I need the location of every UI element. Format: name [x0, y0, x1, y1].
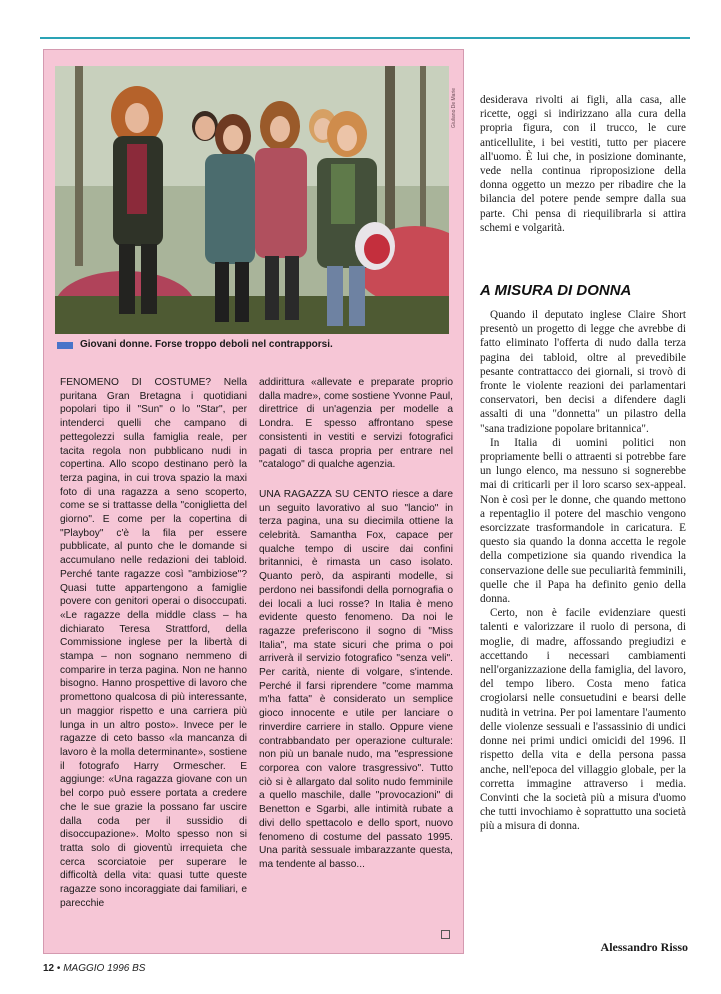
- right-column-bottom: [480, 308, 686, 834]
- page-number: 12: [43, 963, 55, 974]
- section-heading: A MISURA DI DONNA: [480, 282, 632, 299]
- article-paragraph: FENOMENO DI COSTUME? Nella puritana Gran Bretagna i quotidiani popolari tipo il "Sun" o lo "Star", per intenderci quelli che campano di pettegolezzi sulla famiglia reale, per tacita regola non pubblicano nudi in copertina. Allo scopo destinano però la terza pagina, in cui trova spazio la maxi foto di una ragazza a seno scoperto, come se si trattasse della "coniglietta del giorno". E come per la copertina di "Playboy" c'è la fila per essere pubblicate, al punto che le domande si accumulano nelle redazioni dei tabloid. Perché tante ragazze così "ambiziose"? Quasi tutte appartengono a famiglie povere con genitori operai o disoccupati. «Le ragazze della middle class – ha dichiarato Teresa Strattford, della Commissione inglese per la libertà di stampa – non sognano nemmeno di comparire in terza pagina. Non ne hanno bisogno. Hanno prospettive di lavoro che promettono qualcosa di più interessante, un maggior rispetto e una carriera più lunga in un altro posto». Invece per le ragazze di ceto basso «la mancanza di lavoro è la molla determinante», sostiene il fotografo Harry Ormescher. E aggiunge: «Una ragazza giovane con un bel corpo può essere portata a credere che le sue grazie la possano far uscire dalla coda per il sussidio di disoccupazione». Molto spesso non si tratta solo di gioventù irrequieta che cerca scorciatoie per superare le difficoltà della vita: quasi tutte queste ragazze sono incoraggiate dai familiari, e parecchie: [60, 377, 247, 909]
- body-paragraph: Quando il deputato inglese Claire Short presentò un progetto di legge che avrebbe di fatto eliminato l'offerta di nudo dalla terza pagina dei tabloid, oltre al prevedibile pesante contrattacco dei giornali, si trovò di fronte le violente reazioni dei parlamentari conservatori, ben decisi a difendere dagli assalti di una "donnetta" un pilastro della "sana tradizione popolare britannica".: [480, 309, 686, 435]
- photo-illustration: [55, 66, 449, 334]
- page-footer: [43, 963, 145, 974]
- end-of-article-mark: [441, 930, 450, 939]
- caption-marker: [57, 342, 73, 349]
- body-paragraph: desiderava rivolti ai figli, alla casa, alle ricette, oggi si indirizzano alla cura della propria figura, con il trucco, le cure anticellulite, i bei vestiti, tutto per piacere all'uomo. È lui che, in posizione dominante, vede nella continua riproposizione della donna oggetto un mezzo per ribadire che la bilancia del potere pende sempre dalla sua parte. Chi pensa di riequilibrarla si attira schemi e volgarità.: [480, 94, 686, 234]
- article-paragraph: addirittura «allevate e preparate proprio dalla madre», come sostiene Yvonne Paul, direttrice di un'agenzia per modelle a Londra. E spesso affrontano spese consistenti in vestiti e servizi fotografici pagati di tasca propria per entrare nel "catalogo" di qualche agenzia.: [259, 377, 453, 471]
- article-column-2: [259, 376, 453, 872]
- footer-separator: •: [56, 963, 64, 974]
- body-paragraph: Certo, non è facile evidenziare questi talenti e valorizzare il ruolo di persona, di moglie, di madre, affossando pregiudizi e accettando i necessari cambiamenti nell'organizzazione della famiglia, del lavoro, del tempo libero. Costa meno fatica crogiolarsi nelle consuetudini e bearsi delle nudità in vetrina. Per poi lamentare l'aumento delle violenze sessuali e l'assassinio di undici donne nei primi undici omicidi del 1996. Il rispetto della vita e della persona passa anche, nell'epoca del villaggio globale, per la corretta immagine attraverso i media. Convinti che la società più a misura d'uomo che tutti invochiamo è soprattutto una società più a misura di donna.: [480, 607, 686, 833]
- article-photo: [55, 66, 449, 334]
- top-rule: [40, 37, 690, 39]
- body-paragraph: In Italia di uomini politici non propriamente belli o attraenti si potrebbe fare un lungo elenco, ma nessuno si sognerebbe mai di criticarli per il loro scarso sex-appeal. Non è così per le donne, che quando mettono a repentaglio il potere del maschio vengono esorcizzate trasformandole in caricatura. E questo sia quando la donna accetta le regole della competizione sia quando rivendica la conservazione delle sue peculiarità femminili, quelle che il Papa ha definito genio della donna.: [480, 436, 686, 606]
- right-column-top: [480, 93, 686, 235]
- article-column-1: [60, 376, 247, 910]
- photo-caption: Giovani donne. Forse troppo deboli nel contrapporsi.: [80, 339, 333, 350]
- author-byline: Alessandro Risso: [600, 940, 688, 954]
- photo-credit: Giuliano De Marie: [451, 87, 457, 128]
- article-paragraph: UNA RAGAZZA SU CENTO riesce a dare un seguito lavorativo al suo "lancio" in terza pagina, una su diecimila ottiene la celebrità. Samantha Fox, capace per qualche tempo di uscire dai confini britannici, è rimasta un caso isolato. Quanto però, da aspiranti modelle, si perdono nei bassifondi della pornografia o dei locali a luci rosse? In Italia è meno evidente questo fenomeno. Da noi le ragazze preferiscono il sogno di "Miss Italia", ma state sicuri che prima o poi arriverà il servizio fotografico "senza veli". Per carità, niente di volgare, s'intende. Perché il farsi riprendere "come mamma m'ha fatta" è considerato un semplice gioco innocente e utile per lanciare o rinverdire carriere in stallo. Oppure viene contrabbandato per operazione culturale: non più un banale nudo, ma "espressione corporea con valore trasgressivo". Tutto ciò si è allargato dal solito nudo femminile a quello maschile, dalle "provocazioni" di Benetton e Sgarbi, alle intimità rubate a divi dello spettacolo e dello sport, nuovo fenomeno di costume del passato 1995. Una parità sessuale imbarazzante questa, ma tendente al basso...: [259, 488, 453, 870]
- magazine-issue: MAGGIO 1996 BS: [63, 963, 146, 974]
